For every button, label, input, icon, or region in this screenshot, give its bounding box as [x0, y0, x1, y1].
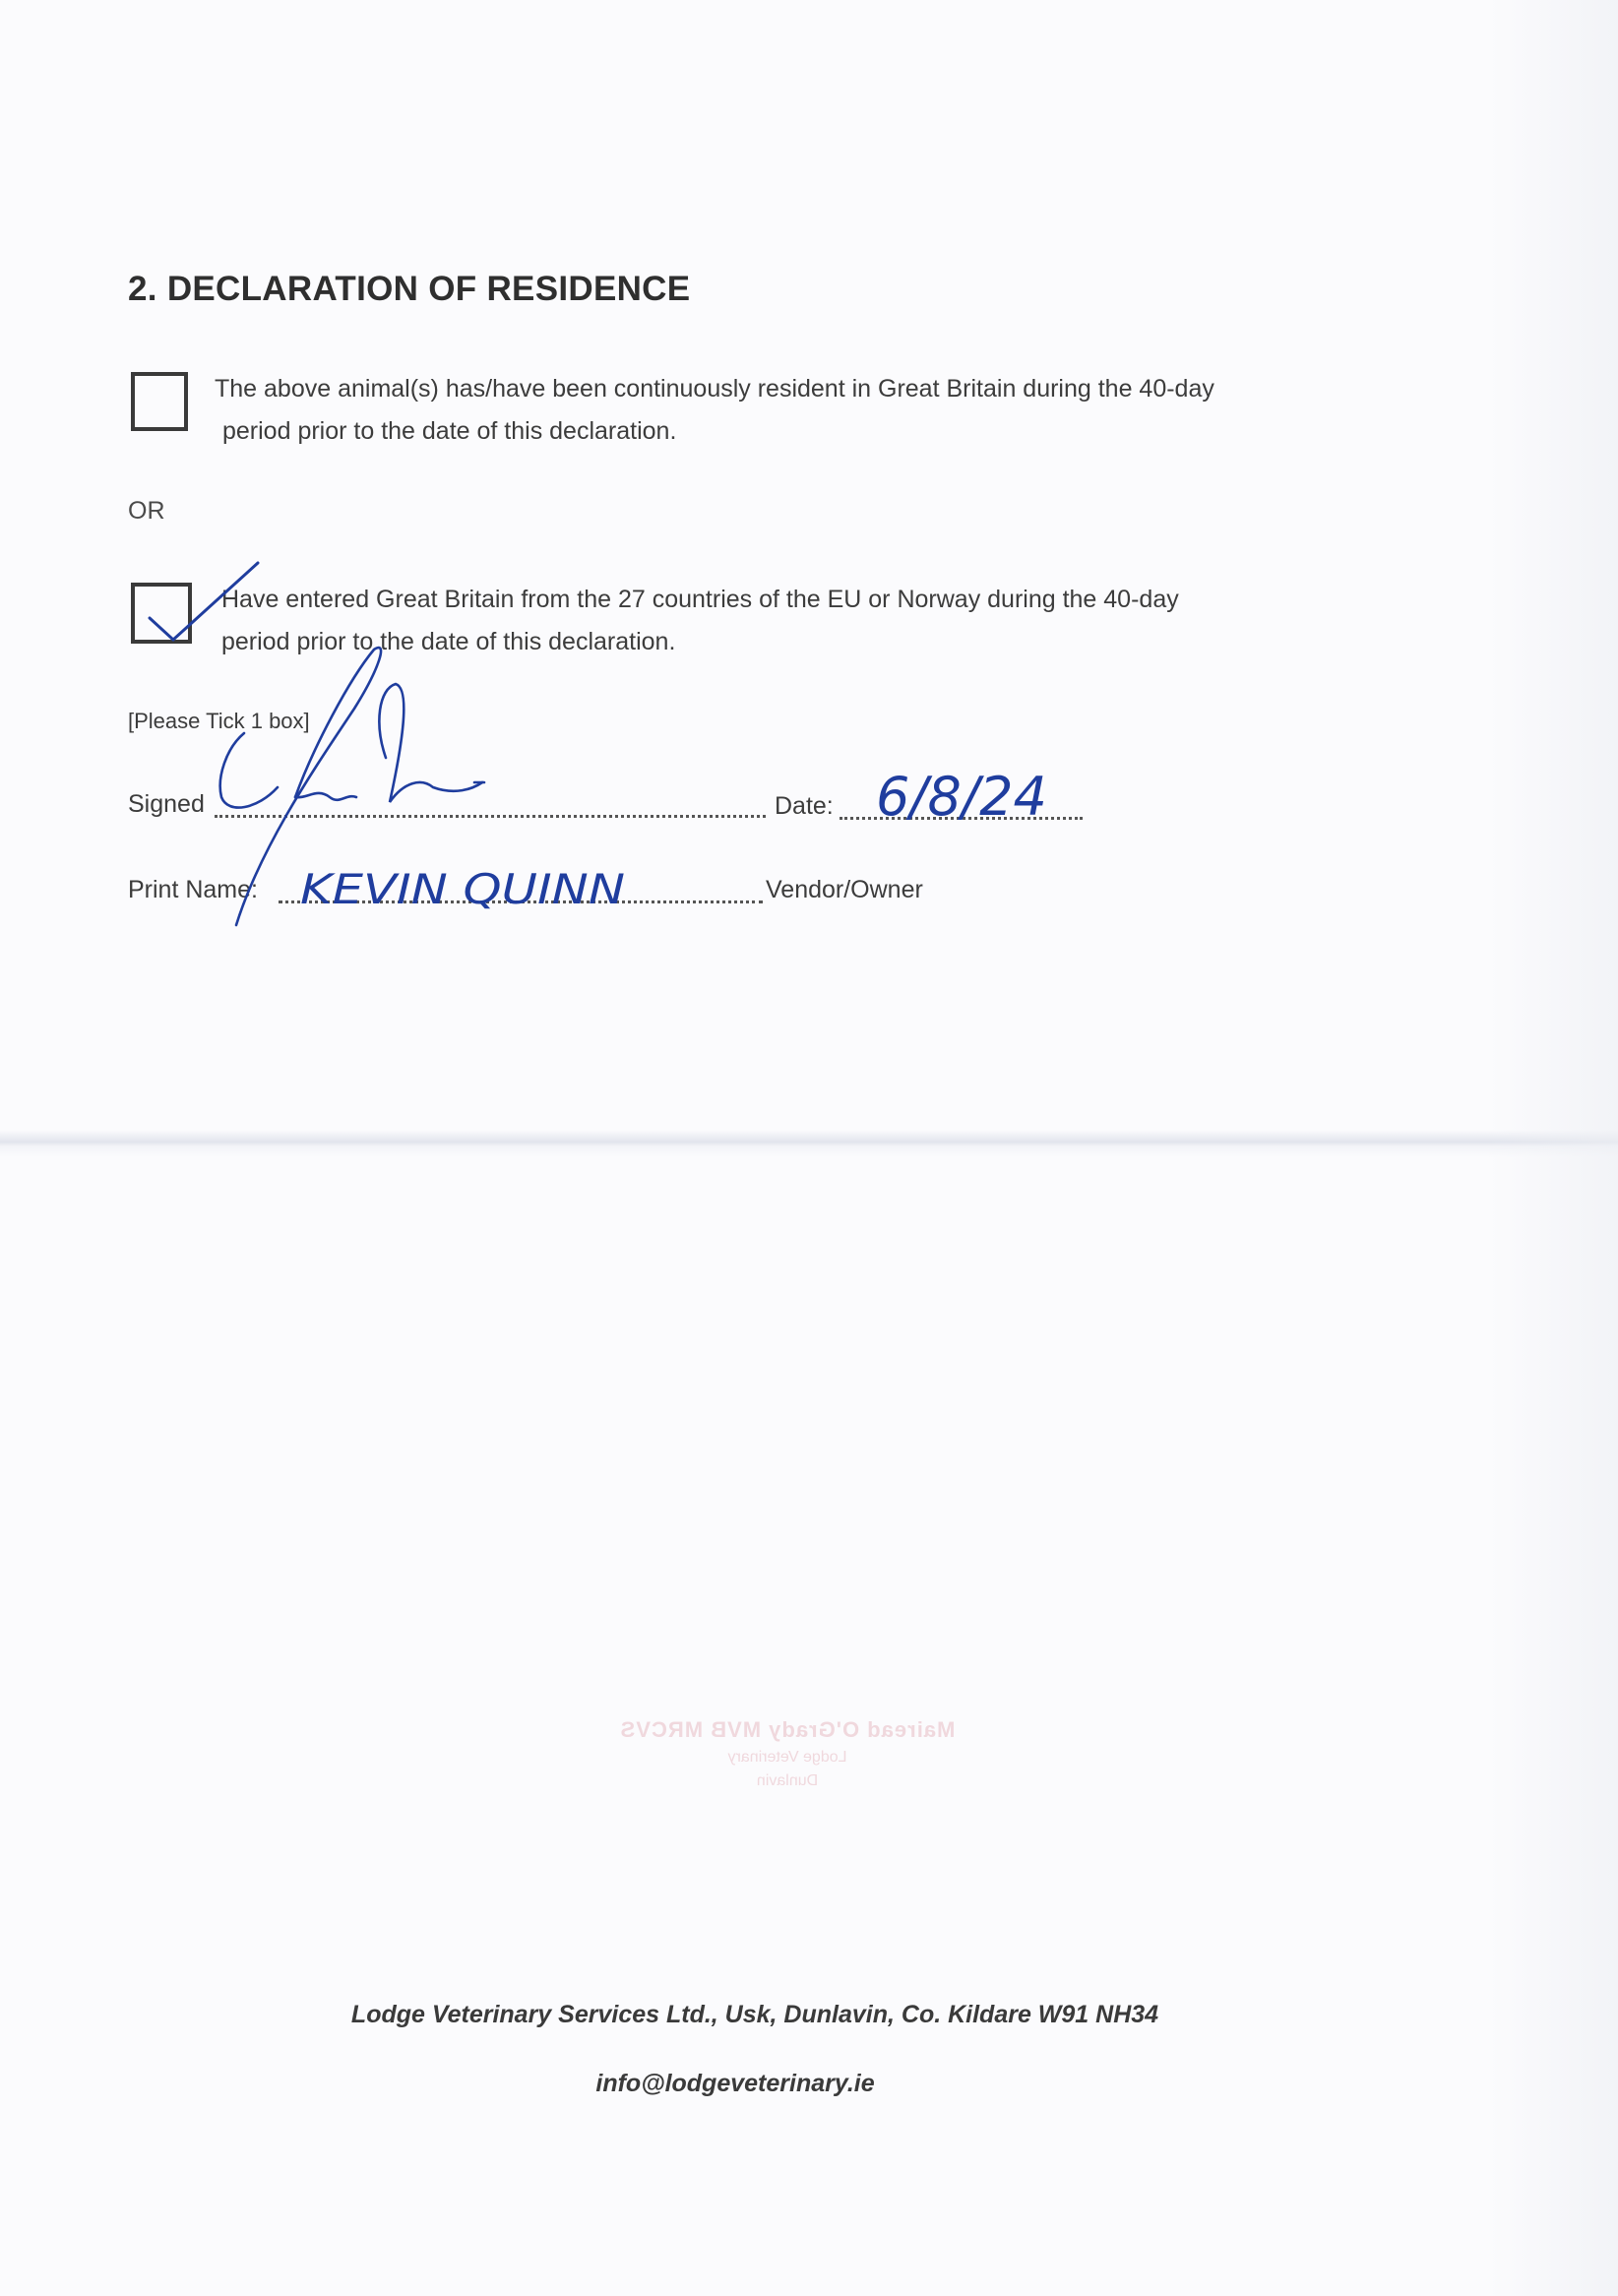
tick-instruction: [Please Tick 1 box]: [128, 709, 310, 733]
stamp-line3: Dunlavin: [756, 1772, 819, 1789]
option2-line1: Have entered Great Britain from the 27 countries of the EU or Norway during the 40-day: [221, 586, 1179, 613]
date-label: Date:: [775, 792, 834, 820]
option1-line1: The above animal(s) has/have been continuously resident in Great Britain during the 40-day: [215, 375, 1214, 403]
option1-line2: period prior to the date of this declaration.: [222, 417, 677, 445]
date-line: [840, 817, 1083, 820]
footer-address: Lodge Veterinary Services Ltd., Usk, Dunlavin, Co. Kildare W91 NH34: [350, 2001, 1159, 2028]
vendor-owner-label: Vendor/Owner: [766, 876, 923, 903]
signature-line: [215, 815, 766, 818]
residence-checkbox-option2[interactable]: [131, 583, 192, 644]
option2-line2: period prior to the date of this declaration.: [221, 628, 676, 655]
signature-graphic: [220, 648, 484, 925]
signed-label: Signed: [128, 790, 205, 818]
paper-fold-line: [0, 1130, 1618, 1157]
footer-email: info@lodgeveterinary.ie: [595, 2070, 875, 2097]
faint-stamp-showthrough: [566, 1717, 1009, 1826]
option2-text: [221, 579, 1179, 663]
stamp-line1: Mairead O'Grady MVB MRCVS: [619, 1717, 956, 1742]
print-name-label: Print Name:: [128, 876, 258, 903]
print-name-line: [279, 900, 763, 903]
paper-edge-shadow: [1488, 0, 1618, 2296]
print-name-handwritten: KEVIN QUINN: [300, 865, 625, 913]
stamp-line2: Lodge Veterinary: [727, 1749, 847, 1766]
option1-text: [215, 368, 1214, 453]
date-handwritten: 6/8/24: [876, 766, 1047, 828]
section-heading: 2. DECLARATION OF RESIDENCE: [128, 270, 691, 308]
or-label: OR: [128, 497, 165, 525]
residence-checkbox-option1[interactable]: [131, 372, 188, 431]
